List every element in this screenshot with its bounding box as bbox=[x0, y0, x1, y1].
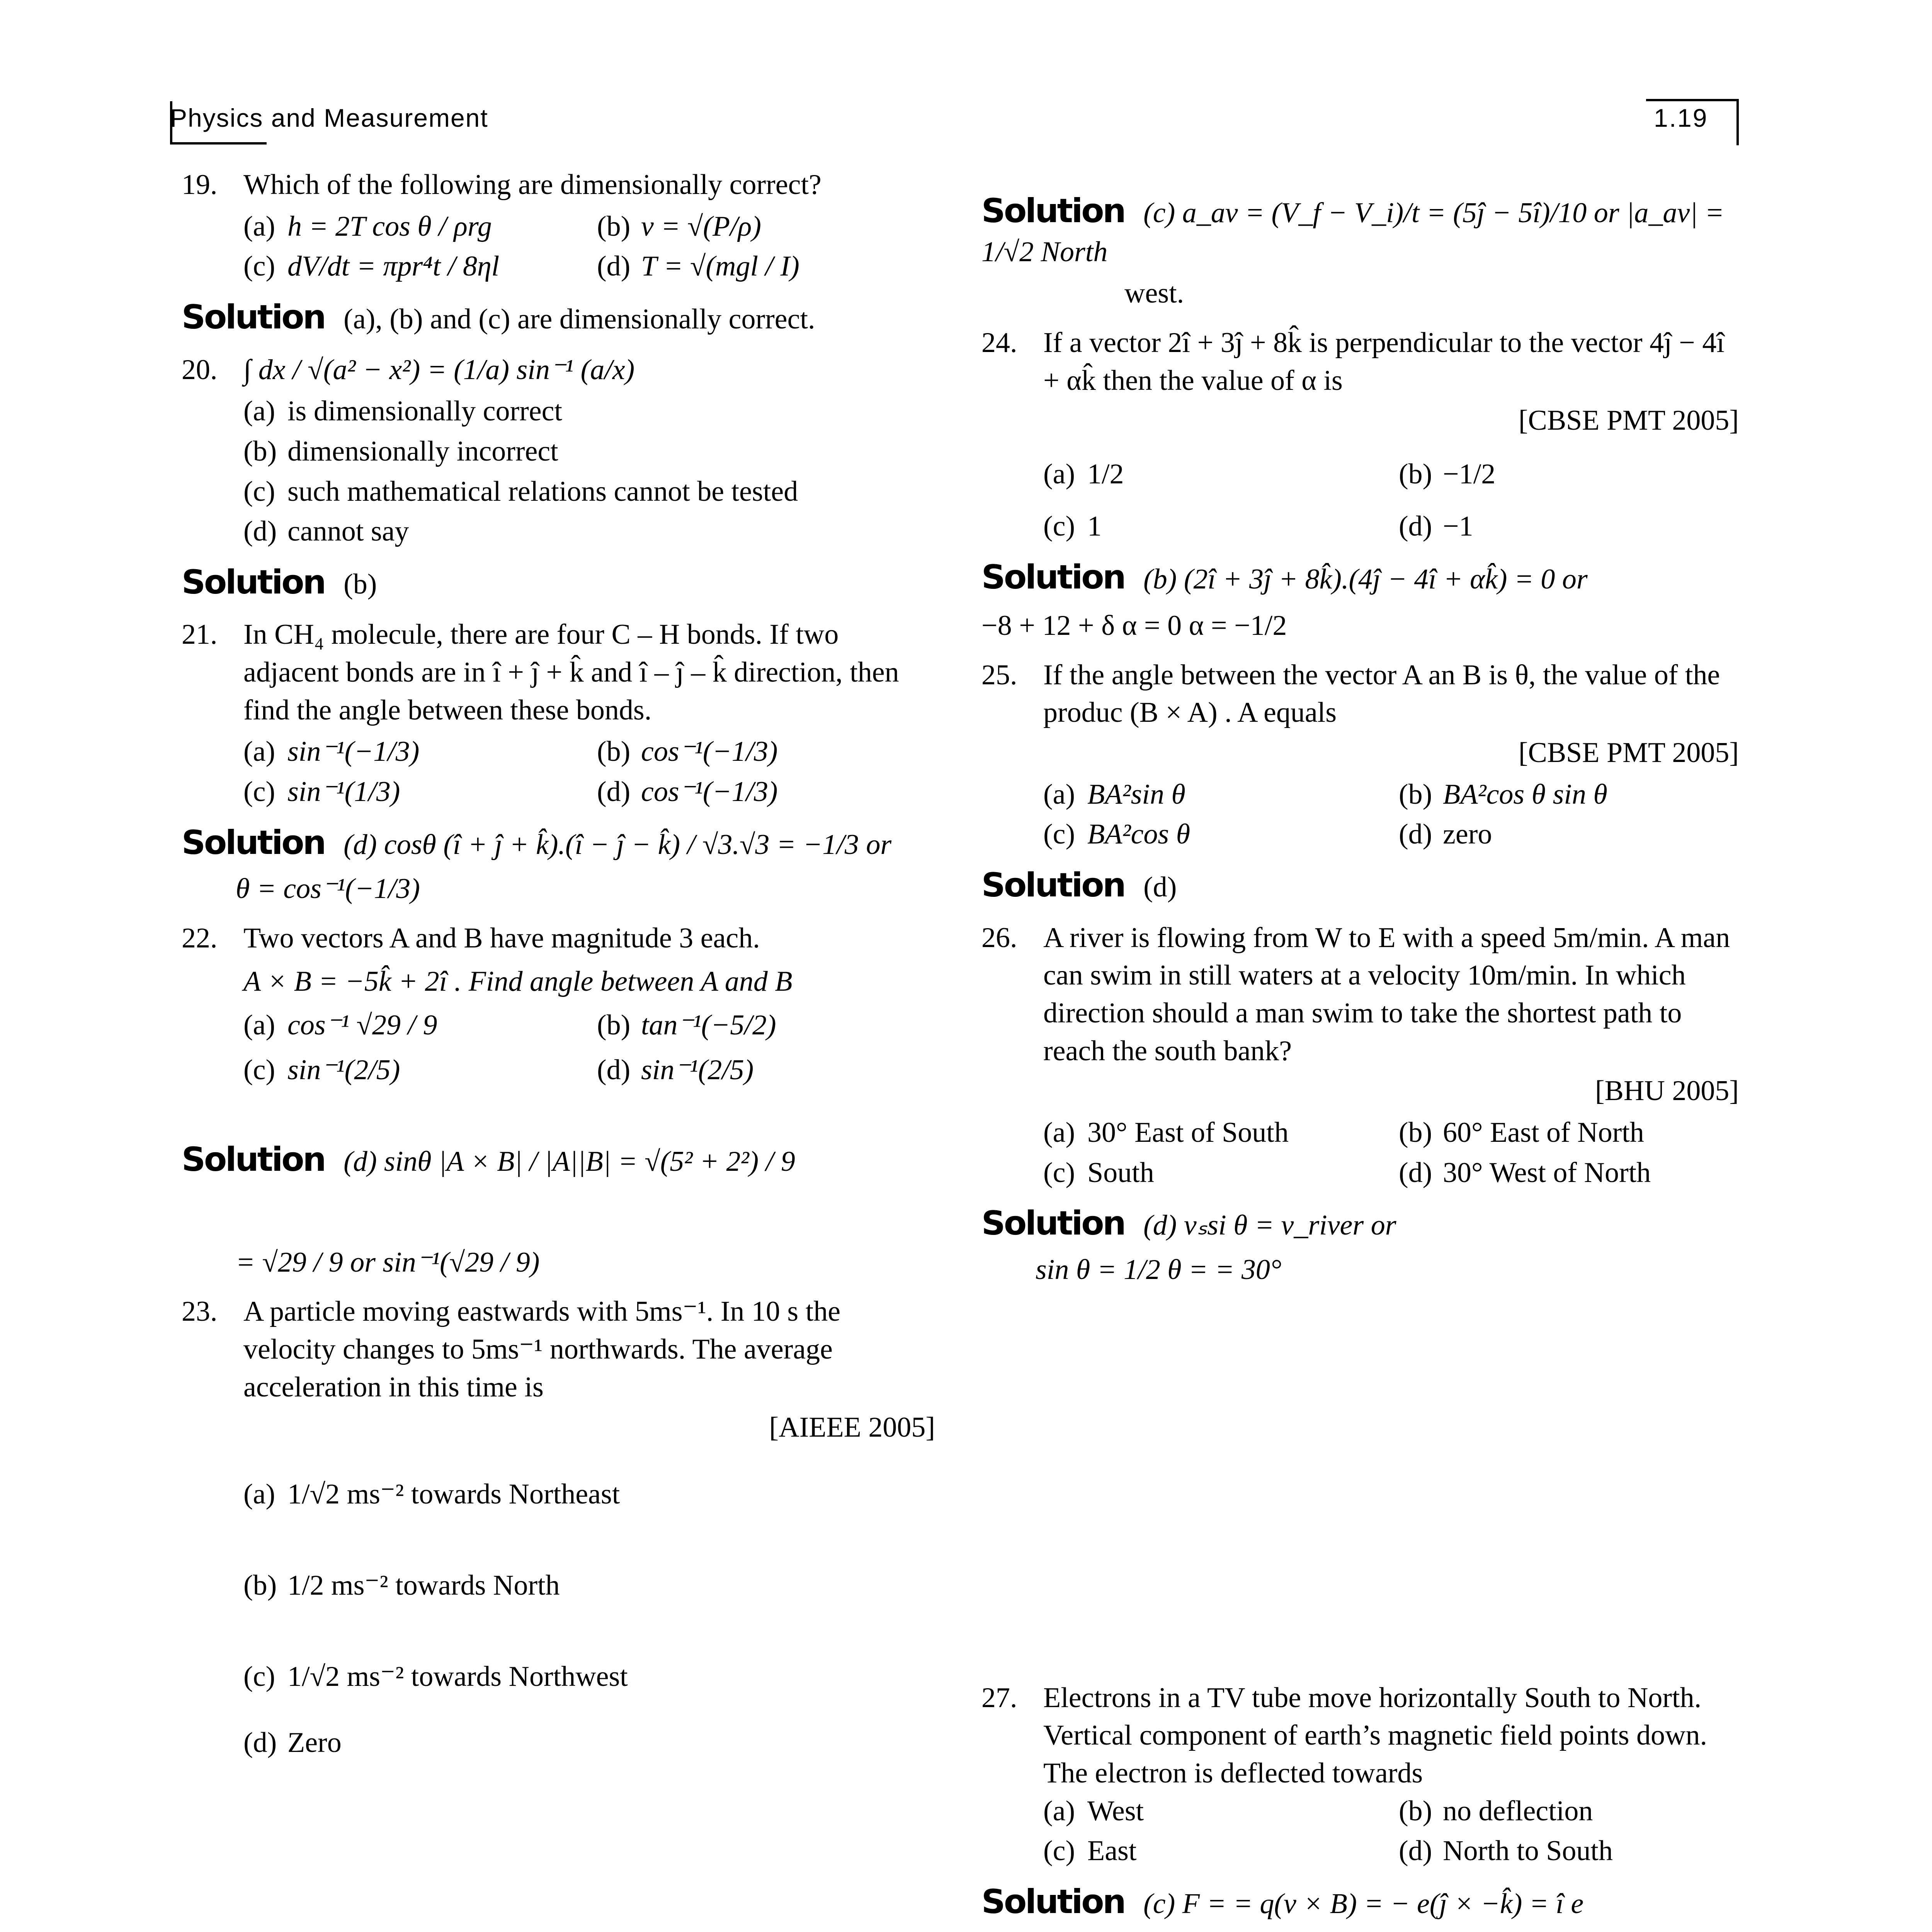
question-number: 26. bbox=[981, 922, 1017, 954]
option-label: (d) bbox=[1399, 818, 1432, 850]
question-number: 22. bbox=[182, 922, 218, 954]
option-label: (d) bbox=[243, 515, 277, 548]
option-text: East bbox=[1087, 1835, 1137, 1867]
option-text: T = √(mgl / I) bbox=[641, 250, 799, 282]
option-text: zero bbox=[1443, 818, 1492, 850]
page-number: 1.19 bbox=[1654, 104, 1708, 132]
option-text: BA²sin θ bbox=[1087, 778, 1185, 810]
option-label: (a) bbox=[243, 1478, 276, 1510]
solution-text: (d) bbox=[1143, 871, 1177, 903]
option-text: −1/2 bbox=[1443, 458, 1496, 490]
option-label: (a) bbox=[243, 210, 276, 242]
solution-20 bbox=[182, 561, 935, 605]
option-label: (d) bbox=[243, 1727, 277, 1759]
option-label: (d) bbox=[1399, 510, 1432, 542]
options bbox=[243, 1450, 935, 1762]
option-label: (b) bbox=[1399, 458, 1432, 490]
option-label: (b) bbox=[597, 736, 631, 768]
option-a bbox=[1043, 776, 1383, 814]
option-text: South bbox=[1087, 1156, 1154, 1189]
option-label: (c) bbox=[1043, 1835, 1075, 1867]
options bbox=[1043, 444, 1739, 546]
question-stem-continued: A × B = −5k̂ + 2î . Find angle between A and B bbox=[243, 965, 793, 997]
solution-23 bbox=[981, 189, 1739, 313]
option-text: 1/2 ms⁻² towards North bbox=[287, 1570, 560, 1602]
option-label: (b) bbox=[1399, 1116, 1432, 1148]
solution-continued: −8 + 12 + δ α = 0 α = −1/2 bbox=[981, 610, 1287, 642]
question-source: [CBSE PMT 2005] bbox=[1518, 405, 1739, 437]
solution-text: (d) vₛsi θ = v_river or bbox=[1143, 1209, 1396, 1242]
blank-space bbox=[981, 1301, 1739, 1679]
options bbox=[1043, 776, 1739, 854]
question-stem: If the angle between the vector A an B is θ, the value of the produc (B × A) . A equals bbox=[1043, 659, 1720, 729]
question-source: [BHU 2005] bbox=[1595, 1075, 1739, 1107]
option-text: dimensionally incorrect bbox=[287, 435, 558, 467]
solution-label: Solution bbox=[182, 823, 325, 862]
question-number: 27. bbox=[981, 1682, 1017, 1714]
question-19 bbox=[182, 166, 935, 286]
option-c bbox=[1043, 816, 1383, 854]
options bbox=[243, 733, 935, 811]
question-number: 24. bbox=[981, 327, 1017, 359]
solution-text: (b) bbox=[344, 568, 377, 600]
option-label: (a) bbox=[1043, 1795, 1075, 1827]
question-stem: Which of the following are dimensionally correct? bbox=[243, 169, 821, 201]
option-label: (b) bbox=[1399, 778, 1432, 810]
option-b bbox=[597, 1004, 935, 1047]
option-text: −1 bbox=[1443, 510, 1473, 542]
question-source: [CBSE PMT 2005] bbox=[1518, 737, 1739, 769]
option-b bbox=[597, 733, 935, 771]
option-text: dV/dt = πpr⁴t / 8ηl bbox=[287, 250, 500, 282]
option-label: (a) bbox=[243, 1009, 276, 1041]
solution-26 bbox=[981, 1202, 1739, 1289]
option-label: (c) bbox=[243, 1661, 276, 1693]
question-23 bbox=[182, 1293, 935, 1762]
option-text: Zero bbox=[287, 1727, 342, 1759]
option-label: (c) bbox=[1043, 510, 1075, 542]
question-26 bbox=[981, 919, 1739, 1192]
option-text: 1/√2 ms⁻² towards Northwest bbox=[287, 1661, 628, 1693]
option-text: sin⁻¹(1/3) bbox=[287, 776, 400, 808]
option-d bbox=[243, 1724, 935, 1762]
options bbox=[243, 393, 935, 551]
option-text: BA²cos θ bbox=[1087, 818, 1190, 850]
options bbox=[1043, 1793, 1739, 1870]
option-c bbox=[243, 473, 935, 511]
option-d bbox=[1399, 1154, 1739, 1192]
solution-label: Solution bbox=[981, 1882, 1125, 1921]
question-number: 20. bbox=[182, 354, 218, 386]
option-c bbox=[243, 1049, 582, 1092]
option-label: (b) bbox=[243, 1570, 277, 1602]
option-b bbox=[1399, 776, 1739, 814]
solution-27 bbox=[981, 1880, 1739, 1924]
solution-continued: west. bbox=[1124, 277, 1184, 310]
option-text: 1/2 bbox=[1087, 458, 1124, 490]
option-a bbox=[1043, 1793, 1383, 1830]
option-label: (b) bbox=[597, 210, 631, 242]
solution-text: (a), (b) and (c) are dimensionally correct. bbox=[344, 303, 815, 335]
question-22 bbox=[182, 920, 935, 1092]
option-d bbox=[243, 513, 935, 551]
solution-text: (b) (2î + 3ĵ + 8k̂).(4ĵ − 4î + αk̂) = 0 or bbox=[1143, 563, 1588, 595]
option-label: (d) bbox=[597, 1054, 631, 1086]
option-text: 1/√2 ms⁻² towards Northeast bbox=[287, 1478, 620, 1510]
option-a bbox=[243, 393, 935, 430]
option-label: (b) bbox=[597, 1009, 631, 1041]
solution-label: Solution bbox=[182, 1140, 325, 1179]
option-d bbox=[597, 248, 935, 286]
option-b bbox=[597, 208, 935, 246]
option-text: 1 bbox=[1087, 510, 1102, 542]
solution-label: Solution bbox=[981, 866, 1125, 905]
solution-label: Solution bbox=[981, 192, 1125, 230]
option-text: no deflection bbox=[1443, 1795, 1593, 1827]
solution-formula: = √29 / 9 or sin⁻¹(√29 / 9) bbox=[236, 1246, 540, 1278]
option-label: (a) bbox=[1043, 778, 1075, 810]
option-label: (c) bbox=[243, 776, 276, 808]
option-c bbox=[243, 1633, 935, 1721]
section-title: Physics and Measurement bbox=[170, 104, 488, 132]
option-label: (d) bbox=[597, 776, 631, 808]
question-stem: A river is flowing from W to E with a speed 5m/min. A man can swim in still waters at a velocity 10m/min. In which direction should a man swim to take the shortest path to reach the south bank? bbox=[1043, 922, 1730, 1067]
option-a bbox=[243, 733, 582, 771]
option-text: West bbox=[1087, 1795, 1144, 1827]
option-text: BA²cos θ sin θ bbox=[1443, 778, 1607, 810]
option-label: (a) bbox=[1043, 1116, 1075, 1148]
question-stem: ∫ dx / √(a² − x²) = (1/a) sin⁻¹ (a/x) bbox=[243, 354, 635, 386]
header-left-underline bbox=[170, 142, 267, 145]
option-label: (a) bbox=[1043, 458, 1075, 490]
question-number: 19. bbox=[182, 169, 218, 201]
solution-19 bbox=[182, 296, 935, 340]
solution-label: Solution bbox=[182, 298, 325, 337]
option-text: cos⁻¹ √29 / 9 bbox=[287, 1009, 437, 1041]
question-20 bbox=[182, 351, 935, 551]
solution-text: (c) a_av = (V_f − V_i)/t = (5ĵ − 5î)/10 or |a_av| = 1/√2 North bbox=[981, 197, 1724, 268]
option-text: North to South bbox=[1443, 1835, 1613, 1867]
option-d bbox=[1399, 816, 1739, 854]
option-label: (c) bbox=[243, 475, 276, 507]
solution-formula: θ = cos⁻¹(−1/3) bbox=[236, 873, 420, 905]
option-text: 30° West of North bbox=[1443, 1156, 1651, 1189]
header-right-rule bbox=[1736, 99, 1739, 145]
option-text: cos⁻¹(−1/3) bbox=[641, 736, 778, 768]
solution-label: Solution bbox=[981, 558, 1125, 597]
solution-text: (d) sinθ |A × B| / |A||B| = √(5² + 2²) / 9 bbox=[344, 1146, 795, 1178]
option-label: (b) bbox=[1399, 1795, 1432, 1827]
left-column bbox=[182, 166, 935, 1772]
option-label: (a) bbox=[243, 736, 276, 768]
solution-label: Solution bbox=[182, 563, 325, 602]
question-number: 25. bbox=[981, 659, 1017, 691]
option-text: sin⁻¹(−1/3) bbox=[287, 736, 420, 768]
option-a bbox=[1043, 444, 1383, 505]
options bbox=[243, 1004, 935, 1092]
option-d bbox=[597, 1049, 935, 1092]
option-label: (c) bbox=[1043, 1156, 1075, 1189]
option-b bbox=[243, 1541, 935, 1630]
option-a bbox=[243, 1004, 582, 1047]
solution-22 bbox=[182, 1138, 935, 1281]
option-label: (b) bbox=[243, 435, 277, 467]
solution-label: Solution bbox=[981, 1204, 1125, 1243]
option-text: v = √(P/ρ) bbox=[641, 210, 761, 242]
option-b bbox=[1399, 1793, 1739, 1830]
option-d bbox=[1399, 1832, 1739, 1870]
option-text: h = 2T cos θ / ρrg bbox=[287, 210, 492, 242]
options bbox=[243, 208, 935, 286]
option-label: (a) bbox=[243, 395, 276, 427]
option-a bbox=[243, 208, 582, 246]
right-column bbox=[981, 166, 1739, 1932]
option-c bbox=[1043, 1832, 1383, 1870]
solution-25 bbox=[981, 864, 1739, 908]
option-d bbox=[1399, 508, 1739, 546]
option-a bbox=[243, 1450, 935, 1539]
question-stem: Electrons in a TV tube move horizontally South to North. Vertical component of earth’s magnetic field points down. The electron is deflected towards bbox=[1043, 1682, 1707, 1789]
question-24 bbox=[981, 324, 1739, 546]
option-text: such mathematical relations cannot be tested bbox=[287, 475, 798, 507]
option-text: tan⁻¹(−5/2) bbox=[641, 1009, 776, 1041]
option-c bbox=[243, 248, 582, 286]
option-text: cannot say bbox=[287, 515, 409, 548]
option-text: 60° East of North bbox=[1443, 1116, 1644, 1148]
option-text: cos⁻¹(−1/3) bbox=[641, 776, 778, 808]
question-stem: A particle moving eastwards with 5ms⁻¹. In 10 s the velocity changes to 5ms⁻¹ northwards. The average acceleration in this time is bbox=[243, 1296, 841, 1403]
option-c bbox=[243, 773, 582, 811]
solution-text: (d) cosθ (î + ĵ + k̂).(î − ĵ − k̂) / √3.√3 = −1/3 or bbox=[344, 828, 892, 861]
option-a bbox=[1043, 1114, 1383, 1152]
question-number: 21. bbox=[182, 619, 218, 651]
question-21 bbox=[182, 616, 935, 811]
question-source: [AIEEE 2005] bbox=[769, 1411, 935, 1443]
option-label: (c) bbox=[1043, 818, 1075, 850]
option-label: (d) bbox=[1399, 1835, 1432, 1867]
option-text: is dimensionally correct bbox=[287, 395, 563, 427]
question-27 bbox=[981, 1679, 1739, 1870]
question-stem: Two vectors A and B have magnitude 3 each. bbox=[243, 922, 760, 954]
option-label: (c) bbox=[243, 250, 276, 282]
option-label: (d) bbox=[597, 250, 631, 282]
option-label: (c) bbox=[243, 1054, 276, 1086]
solution-24 bbox=[981, 556, 1739, 645]
option-text: sin⁻¹(2/5) bbox=[287, 1054, 400, 1086]
option-label: (d) bbox=[1399, 1156, 1432, 1189]
option-d bbox=[597, 773, 935, 811]
option-b bbox=[1399, 444, 1739, 505]
question-number: 23. bbox=[182, 1296, 218, 1328]
option-c bbox=[1043, 1154, 1383, 1192]
question-stem: If a vector 2î + 3ĵ + 8k̂ is perpendicular to the vector 4ĵ − 4î + αk̂ then the value of α is bbox=[1043, 327, 1725, 396]
options bbox=[1043, 1114, 1739, 1192]
solution-21 bbox=[182, 821, 935, 908]
option-text: sin⁻¹(2/5) bbox=[641, 1054, 754, 1086]
option-c bbox=[1043, 508, 1383, 546]
question-25 bbox=[981, 656, 1739, 854]
solution-text: (c) F = = q(v × B) = − e(ĵ × −k̂) = î e bbox=[1143, 1888, 1584, 1920]
solution-formula: sin θ = 1/2 θ = = 30° bbox=[1036, 1253, 1282, 1286]
option-b bbox=[1399, 1114, 1739, 1152]
question-stem: In CH₄ molecule, there are four C – H bonds. If two adjacent bonds are in î + ĵ + k̂ and î – ĵ – k̂ direction, then find the angle between these bonds. bbox=[243, 619, 899, 726]
option-text: 30° East of South bbox=[1087, 1116, 1289, 1148]
option-b bbox=[243, 433, 935, 471]
